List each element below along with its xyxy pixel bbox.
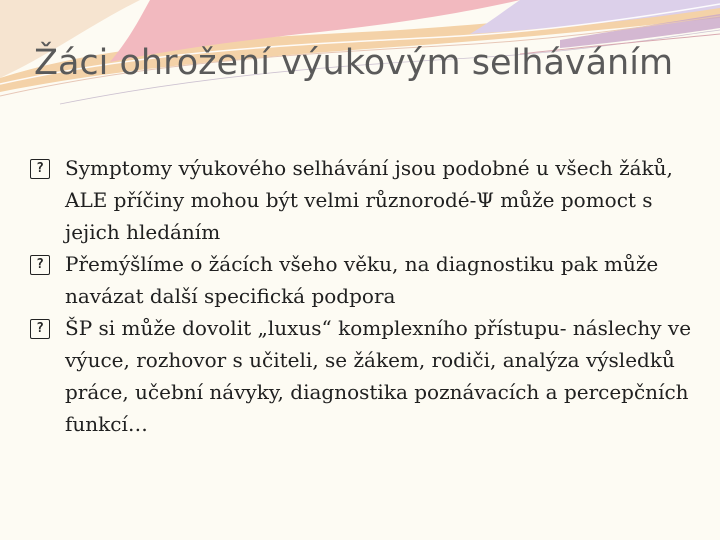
bullet-item bbox=[30, 312, 700, 440]
missing-glyph-box-icon bbox=[30, 159, 50, 179]
bullet-text: ŠP si může dovolit „luxus“ komplexního přístupu- náslechy ve výuce, rozhovor s učiteli, se žákem, rodiči, analýza výsledků práce, učební návyky, diagnostika poznávacích a percepčních funkcí… bbox=[65, 316, 692, 436]
slide-title: Žáci ohrožení výukovým selháváním bbox=[34, 43, 674, 83]
bullet-text: Symptomy výukového selhávání jsou podobné u všech žáků, ALE příčiny mohou být velmi různorodé-Ψ může pomoct s jejich hledáním bbox=[65, 156, 673, 244]
missing-glyph-box-icon bbox=[30, 255, 50, 275]
missing-glyph-box-icon bbox=[30, 319, 50, 339]
bullet-item bbox=[30, 152, 700, 248]
bullet-list bbox=[30, 152, 700, 440]
bullet-text: Přemýšlíme o žácích všeho věku, na diagnostiku pak může navázat další specifická podpora bbox=[65, 252, 659, 308]
bullet-item bbox=[30, 248, 700, 312]
